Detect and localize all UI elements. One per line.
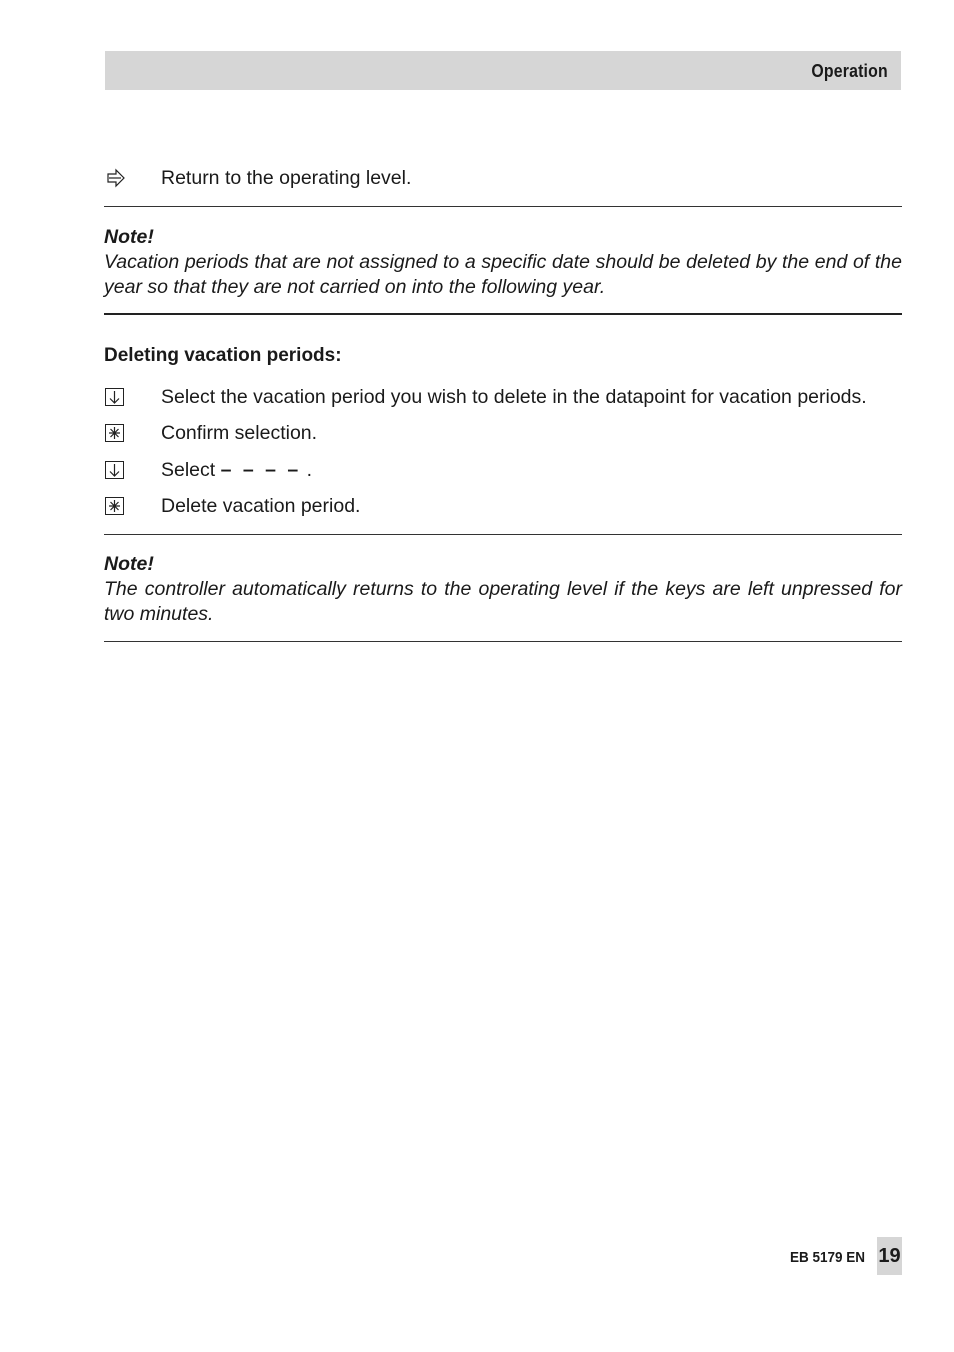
note-box — [104, 552, 902, 627]
display-dashes: – – – – — [220, 459, 302, 481]
asterisk-key-icon — [104, 423, 126, 443]
arrow-down-key-icon — [104, 387, 126, 407]
step-item — [104, 492, 902, 520]
step-text: Confirm selection. — [161, 422, 318, 444]
asterisk-key-icon — [104, 496, 126, 516]
step-item — [104, 456, 902, 484]
note-title: Note! — [104, 553, 154, 575]
note-title: Note! — [104, 226, 154, 248]
section-title: Operation — [811, 61, 888, 81]
arrow-down-key-icon — [104, 460, 126, 480]
step-text-prefix: Select — [161, 459, 221, 481]
return-arrow-icon — [104, 168, 126, 188]
note-body: Vacation periods that are not assigned to a specific date should be deleted by the end of the year so that they are not carried on into the following year. — [104, 251, 902, 298]
divider — [104, 206, 902, 207]
step-text-suffix: . — [301, 459, 313, 481]
step-text: Select the vacation period you wish to delete in the datapoint for vacation periods. — [161, 386, 867, 408]
intro-step-text: Return to the operating level. — [161, 167, 412, 189]
divider — [104, 534, 902, 535]
divider — [104, 641, 902, 642]
divider — [104, 313, 902, 315]
header-bar — [105, 51, 901, 90]
step-item — [104, 419, 902, 447]
step-text — [161, 456, 312, 484]
intro-step — [104, 164, 902, 192]
step-item — [104, 383, 902, 411]
document-id: EB 5179 EN — [790, 1249, 866, 1266]
note-body: The controller automatically returns to the operating level if the keys are left unpressed for two minutes. — [104, 578, 902, 625]
section-heading: Deleting vacation periods: — [104, 345, 342, 366]
note-box — [104, 225, 902, 300]
step-text: Delete vacation period. — [161, 495, 361, 517]
page-number: 19 — [877, 1237, 902, 1275]
